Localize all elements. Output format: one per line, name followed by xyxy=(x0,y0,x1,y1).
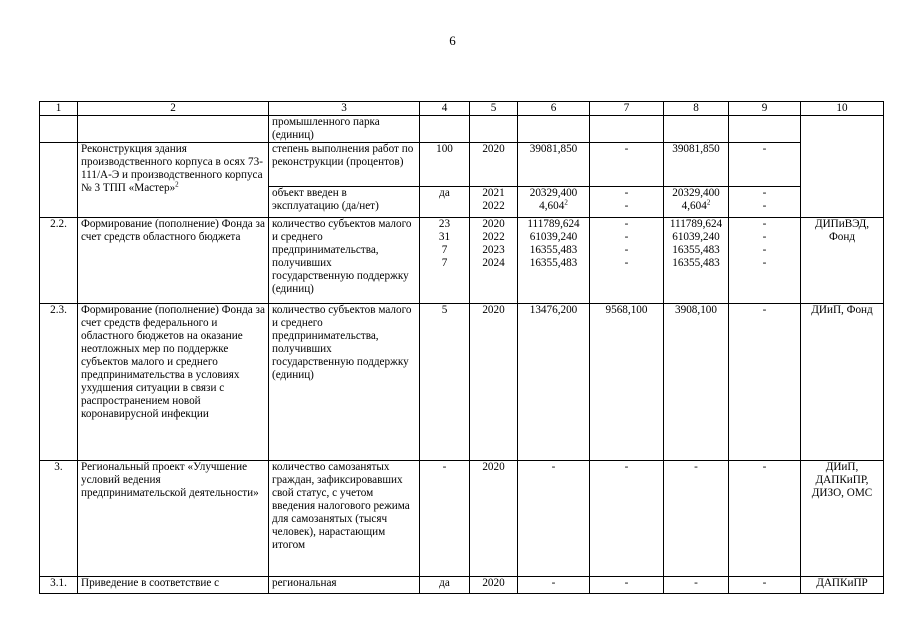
federal-line: - xyxy=(624,200,629,212)
cell-year: 2020 xyxy=(470,577,518,594)
reconstruction-name: Реконструкция здания производственного корпуса в осях 73-111/А-Э и xyxy=(81,143,263,181)
header-cell: 8 xyxy=(664,102,729,116)
year-line: 2020 xyxy=(482,218,505,230)
federal-line: - xyxy=(624,231,629,243)
total-line: 20329,400 xyxy=(529,187,578,199)
cell-municipal: - xyxy=(729,143,801,187)
cell-num: 2.2. xyxy=(40,218,78,304)
cell-federal xyxy=(590,187,664,218)
executor-line: ДИиП, xyxy=(825,461,859,473)
regional-line: 111789,624 xyxy=(669,218,723,230)
total-line: 16355,483 xyxy=(529,257,578,269)
total-line-wrap xyxy=(521,200,586,213)
municipal-line: - xyxy=(762,187,767,199)
header-cell: 3 xyxy=(269,102,420,116)
cell-year: 2020 xyxy=(470,461,518,577)
header-cell: 1 xyxy=(40,102,78,116)
cell-federal xyxy=(590,218,664,304)
cell-total xyxy=(518,218,590,304)
cell-federal: 9568,100 xyxy=(590,304,664,461)
cell-indicator: степень выполнения работ по реконструкции (процентов) xyxy=(269,143,420,187)
footnote-mark: 2 xyxy=(706,198,711,207)
cell-num: 3. xyxy=(40,461,78,577)
cell-num xyxy=(40,143,78,218)
table-row xyxy=(40,116,884,143)
cell-municipal xyxy=(729,116,801,143)
cell-total xyxy=(518,116,590,143)
table-row xyxy=(40,143,884,187)
cell-regional: - xyxy=(664,577,729,594)
cell-total: 39081,850 xyxy=(518,143,590,187)
table-row xyxy=(40,304,884,461)
cell-value: - xyxy=(420,461,470,577)
cell-indicator: количество субъектов малого и среднего предпринимательства, получивших государственную поддержку (единиц) xyxy=(269,218,420,304)
year-line: 2023 xyxy=(482,244,505,256)
reconstruction-name-cont: производственного корпуса № 3 ТПП «Мастер» xyxy=(81,169,263,194)
table-row xyxy=(40,461,884,577)
cell-municipal xyxy=(729,187,801,218)
cell-regional xyxy=(664,218,729,304)
executor-line: Фонд xyxy=(828,231,856,243)
cell-total: - xyxy=(518,577,590,594)
cell-regional: - xyxy=(664,461,729,577)
cell-year xyxy=(470,116,518,143)
cell-total: - xyxy=(518,461,590,577)
table-header-row xyxy=(40,102,884,116)
cell-federal: - xyxy=(590,461,664,577)
program-table xyxy=(39,101,884,594)
table-row xyxy=(40,577,884,594)
cell-total xyxy=(518,187,590,218)
total-line: 4,604 xyxy=(539,200,565,212)
total-line: 111789,624 xyxy=(527,218,580,230)
cell-num xyxy=(40,116,78,143)
footnote-mark: 2 xyxy=(564,198,568,207)
header-cell: 2 xyxy=(78,102,269,116)
cell-regional: 39081,850 xyxy=(664,143,729,187)
regional-line: 16355,483 xyxy=(672,257,720,269)
total-line: 16355,483 xyxy=(529,244,578,256)
regional-line: 16355,483 xyxy=(672,244,720,256)
header-cell: 7 xyxy=(590,102,664,116)
cell-value xyxy=(420,116,470,143)
cell-name xyxy=(78,116,269,143)
header-cell: 5 xyxy=(470,102,518,116)
federal-line: - xyxy=(624,218,629,230)
cell-name: Приведение в соответствие с xyxy=(78,577,269,594)
executor-line: ДИПиВЭД, xyxy=(814,218,870,230)
cell-executor xyxy=(801,461,884,577)
federal-line: - xyxy=(624,187,629,199)
cell-value: 5 xyxy=(420,304,470,461)
cell-year xyxy=(470,187,518,218)
header-cell: 4 xyxy=(420,102,470,116)
municipal-line: - xyxy=(762,244,767,256)
cell-name: Региональный проект «Улучшение условий ведения предпринимательской деятельности» xyxy=(78,461,269,577)
year-line: 2022 xyxy=(482,231,505,243)
cell-value xyxy=(420,218,470,304)
municipal-line: - xyxy=(762,218,767,230)
cell-executor: ДИиП, Фонд xyxy=(801,304,884,461)
regional-line: 4,604 xyxy=(681,200,707,212)
cell-indicator: количество самозанятых граждан, зафиксировавших свой статус, с учетом введения налогового режима для самозанятых (тысяч человек), нарастающим итогом xyxy=(269,461,420,577)
executor-line: ДАПКиПР, xyxy=(815,474,869,486)
cell-federal xyxy=(590,116,664,143)
table-row xyxy=(40,218,884,304)
cell-federal: - xyxy=(590,143,664,187)
regional-line: 61039,240 xyxy=(672,231,720,243)
cell-federal: - xyxy=(590,577,664,594)
cell-indicator: промышленного парка (единиц) xyxy=(269,116,420,143)
year-line: 2022 xyxy=(482,200,505,212)
municipal-line: - xyxy=(762,257,767,269)
cell-regional xyxy=(664,116,729,143)
cell-executor: ДАПКиПР xyxy=(801,577,884,594)
year-line: 2024 xyxy=(482,257,505,269)
year-line: 2021 xyxy=(482,187,505,199)
footnote-mark: 2 xyxy=(175,180,179,189)
municipal-line: - xyxy=(762,200,767,212)
header-cell: 9 xyxy=(729,102,801,116)
federal-line: - xyxy=(624,257,629,269)
cell-value: да xyxy=(420,577,470,594)
cell-municipal: - xyxy=(729,304,801,461)
cell-value: да xyxy=(420,187,470,218)
cell-executor xyxy=(801,218,884,304)
value-line: 31 xyxy=(438,231,451,243)
municipal-line: - xyxy=(762,231,767,243)
value-line: 7 xyxy=(441,257,448,269)
header-cell: 10 xyxy=(801,102,884,116)
cell-year xyxy=(470,218,518,304)
cell-total: 13476,200 xyxy=(518,304,590,461)
regional-line-wrap xyxy=(667,200,725,213)
cell-regional: 3908,100 xyxy=(664,304,729,461)
value-line: 23 xyxy=(438,218,451,230)
cell-name: Формирование (пополнение) Фонда за счет средств областного бюджета xyxy=(78,218,269,304)
regional-line: 20329,400 xyxy=(672,187,720,199)
cell-regional xyxy=(664,187,729,218)
cell-name xyxy=(78,143,269,218)
federal-line: - xyxy=(624,244,629,256)
cell-municipal: - xyxy=(729,577,801,594)
total-line: 61039,240 xyxy=(529,231,578,243)
executor-line: ДИЗО, ОМС xyxy=(811,487,873,499)
cell-num: 2.3. xyxy=(40,304,78,461)
cell-municipal xyxy=(729,218,801,304)
cell-indicator: региональная xyxy=(269,577,420,594)
cell-municipal: - xyxy=(729,461,801,577)
value-line: 7 xyxy=(441,244,448,256)
cell-indicator: объект введен в эксплуатацию (да/нет) xyxy=(269,187,420,218)
header-cell: 6 xyxy=(518,102,590,116)
cell-name: Формирование (пополнение) Фонда за счет средств федерального и областного бюджетов на оказание неотложных мер по поддержке субъектов малого и среднего предпринимательства в условиях ухудшения ситуации в связи с распространением новой коронавирусной инфекции xyxy=(78,304,269,461)
page-number: 6 xyxy=(449,33,456,48)
cell-indicator: количество субъектов малого и среднего предпринимательства, получивших государственную поддержку (единиц) xyxy=(269,304,420,461)
cell-executor xyxy=(801,116,884,218)
cell-num: 3.1. xyxy=(40,577,78,594)
cell-year: 2020 xyxy=(470,304,518,461)
cell-year: 2020 xyxy=(470,143,518,187)
cell-value: 100 xyxy=(420,143,470,187)
